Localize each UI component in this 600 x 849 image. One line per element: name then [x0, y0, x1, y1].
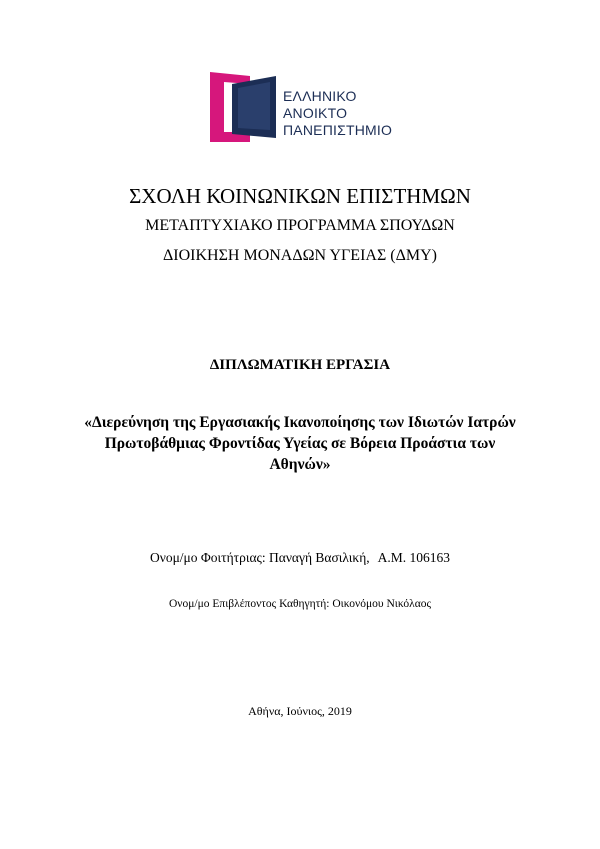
thesis-type: ΔΙΠΛΩΜΑΤΙΚΗ ΕΡΓΑΣΙΑ	[209, 357, 391, 373]
department-name: ΔΙΟΙΚΗΣΗ ΜΟΝΑΔΩΝ ΥΓΕΙΑΣ (ΔΜΥ)	[162, 247, 437, 264]
date-place: Αθήνα, Ιούνιος, 2019	[248, 704, 352, 718]
university-name	[283, 88, 392, 139]
student-info	[0, 550, 600, 566]
logo-line-2: ΑΝΟΙΚΤΟ	[283, 105, 348, 121]
thesis-title-line-3: Αθηνών»	[269, 456, 331, 473]
thesis-title-line-2: Πρωτοβάθμιας Φροντίδας Υγείας σε Βόρεια Προάστια των	[104, 435, 496, 452]
thesis-title	[0, 412, 600, 475]
program-name: ΜΕΤΑΠΤΥΧΙΑΚΟ ΠΡΟΓΡΑΜΜΑ ΣΠΟΥΔΩΝ	[145, 217, 455, 234]
student-am: Α.Μ. 106163	[377, 550, 451, 565]
thesis-title-line-1: «Διερεύνηση της Εργασιακής Ικανοποίησης των Ιδιωτών Ιατρών	[84, 414, 516, 431]
logo-line-3: ΠΑΝΕΠΙΣΤΗΜΙΟ	[283, 122, 393, 138]
school-name: ΣΧΟΛΗ ΚΟΙΝΩΝΙΚΩΝ ΕΠΙΣΤΗΜΩΝ	[129, 184, 471, 208]
logo-line-1: ΕΛΛΗΝΙΚΟ	[283, 88, 357, 104]
supervisor-info: Ονομ/μο Επιβλέποντος Καθηγητή: Οικονόμου Νικόλαος	[168, 598, 432, 610]
student-name: Ονομ/μο Φοιτήτριας: Παναγή Βασιλική,	[149, 550, 370, 565]
